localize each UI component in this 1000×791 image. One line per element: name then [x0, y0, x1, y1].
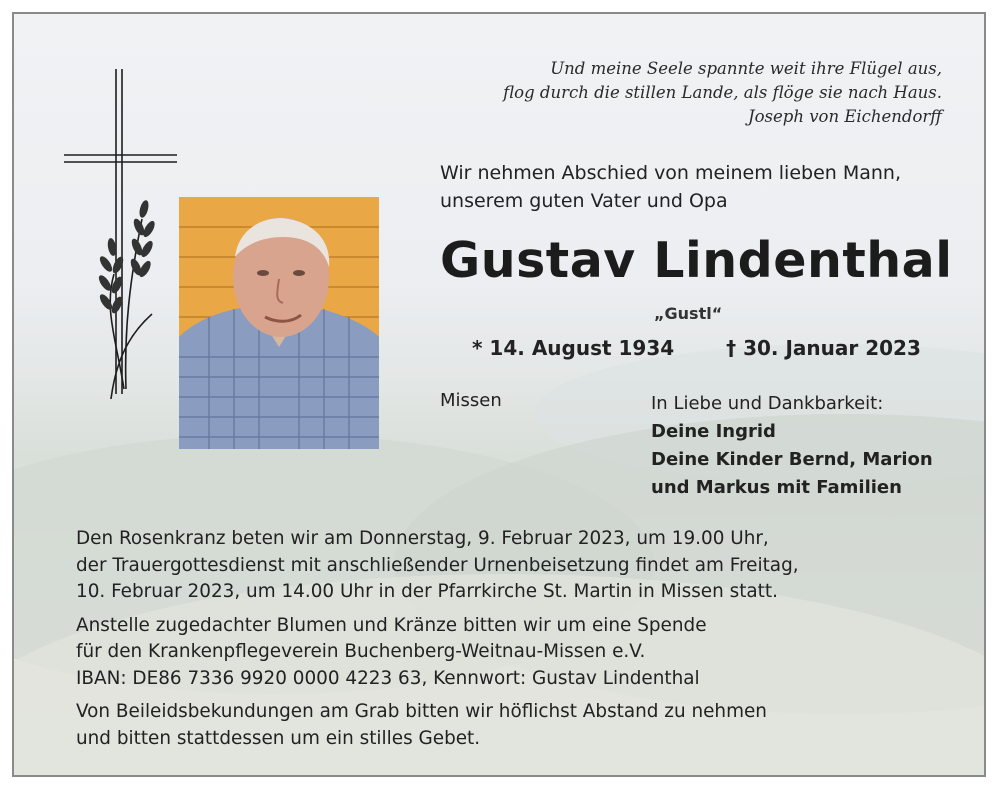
poem-author: Joseph von Eichendorff: [748, 107, 942, 126]
condolence-line: und bitten stattdessen um ein stilles Gebet.: [76, 727, 481, 749]
service-line: 10. Februar 2023, um 14.00 Uhr in der Pfarrkirche St. Martin in Missen statt.: [76, 581, 778, 602]
obituary-card: [12, 12, 986, 777]
condolence-paragraph: [76, 699, 799, 752]
intro-line: unserem guten Vater und Opa: [440, 190, 728, 212]
intro-text: [440, 159, 901, 215]
mourners-block: [651, 390, 933, 502]
poem-line: Und meine Seele spannte weit ihre Flügel aus,: [550, 59, 942, 78]
deceased-name: Gustav Lindenthal: [440, 232, 953, 289]
service-paragraph: [76, 526, 799, 606]
portrait-photo: [179, 197, 379, 449]
service-line: der Trauergottesdienst mit anschließender Urnenbeisetzung findet am Freitag,: [76, 554, 799, 576]
donation-line: Anstelle zugedachter Blumen und Kränze bitten wir um eine Spende: [76, 614, 707, 636]
deceased-nickname: „Gustl“: [654, 304, 723, 323]
mourner-line: und Markus mit Familien: [651, 477, 902, 498]
poem-quote: [503, 57, 942, 129]
service-line: Den Rosenkranz beten wir am Donnerstag, 9. Februar 2023, um 19.00 Uhr,: [76, 528, 769, 549]
condolence-line: Von Beileidsbekundungen am Grab bitten wir höflichst Abstand zu nehmen: [76, 701, 767, 722]
death-date: † 30. Januar 2023: [726, 336, 921, 360]
service-information: [76, 526, 799, 759]
donation-line: für den Krankenpflegeverein Buchenberg-Weitnau-Missen e.V.: [76, 641, 646, 662]
mourner-line: Deine Kinder Bernd, Marion: [651, 449, 933, 470]
donation-paragraph: [76, 613, 799, 693]
intro-line: Wir nehmen Abschied von meinem lieben Mann,: [440, 162, 902, 184]
life-dates: [472, 336, 921, 360]
birth-date: * 14. August 1934: [472, 336, 675, 360]
cross-wheat-icon: [64, 69, 194, 399]
poem-line: flog durch die stillen Lande, als flöge sie nach Haus.: [503, 83, 942, 102]
mourners-heading: In Liebe und Dankbarkeit:: [651, 393, 884, 414]
mourner-line: Deine Ingrid: [651, 421, 776, 442]
portrait-image: [179, 197, 379, 449]
place-name: Missen: [440, 390, 502, 411]
donation-iban: IBAN: DE86 7336 9920 0000 4223 63, Kennwort: Gustav Lindenthal: [76, 667, 700, 689]
